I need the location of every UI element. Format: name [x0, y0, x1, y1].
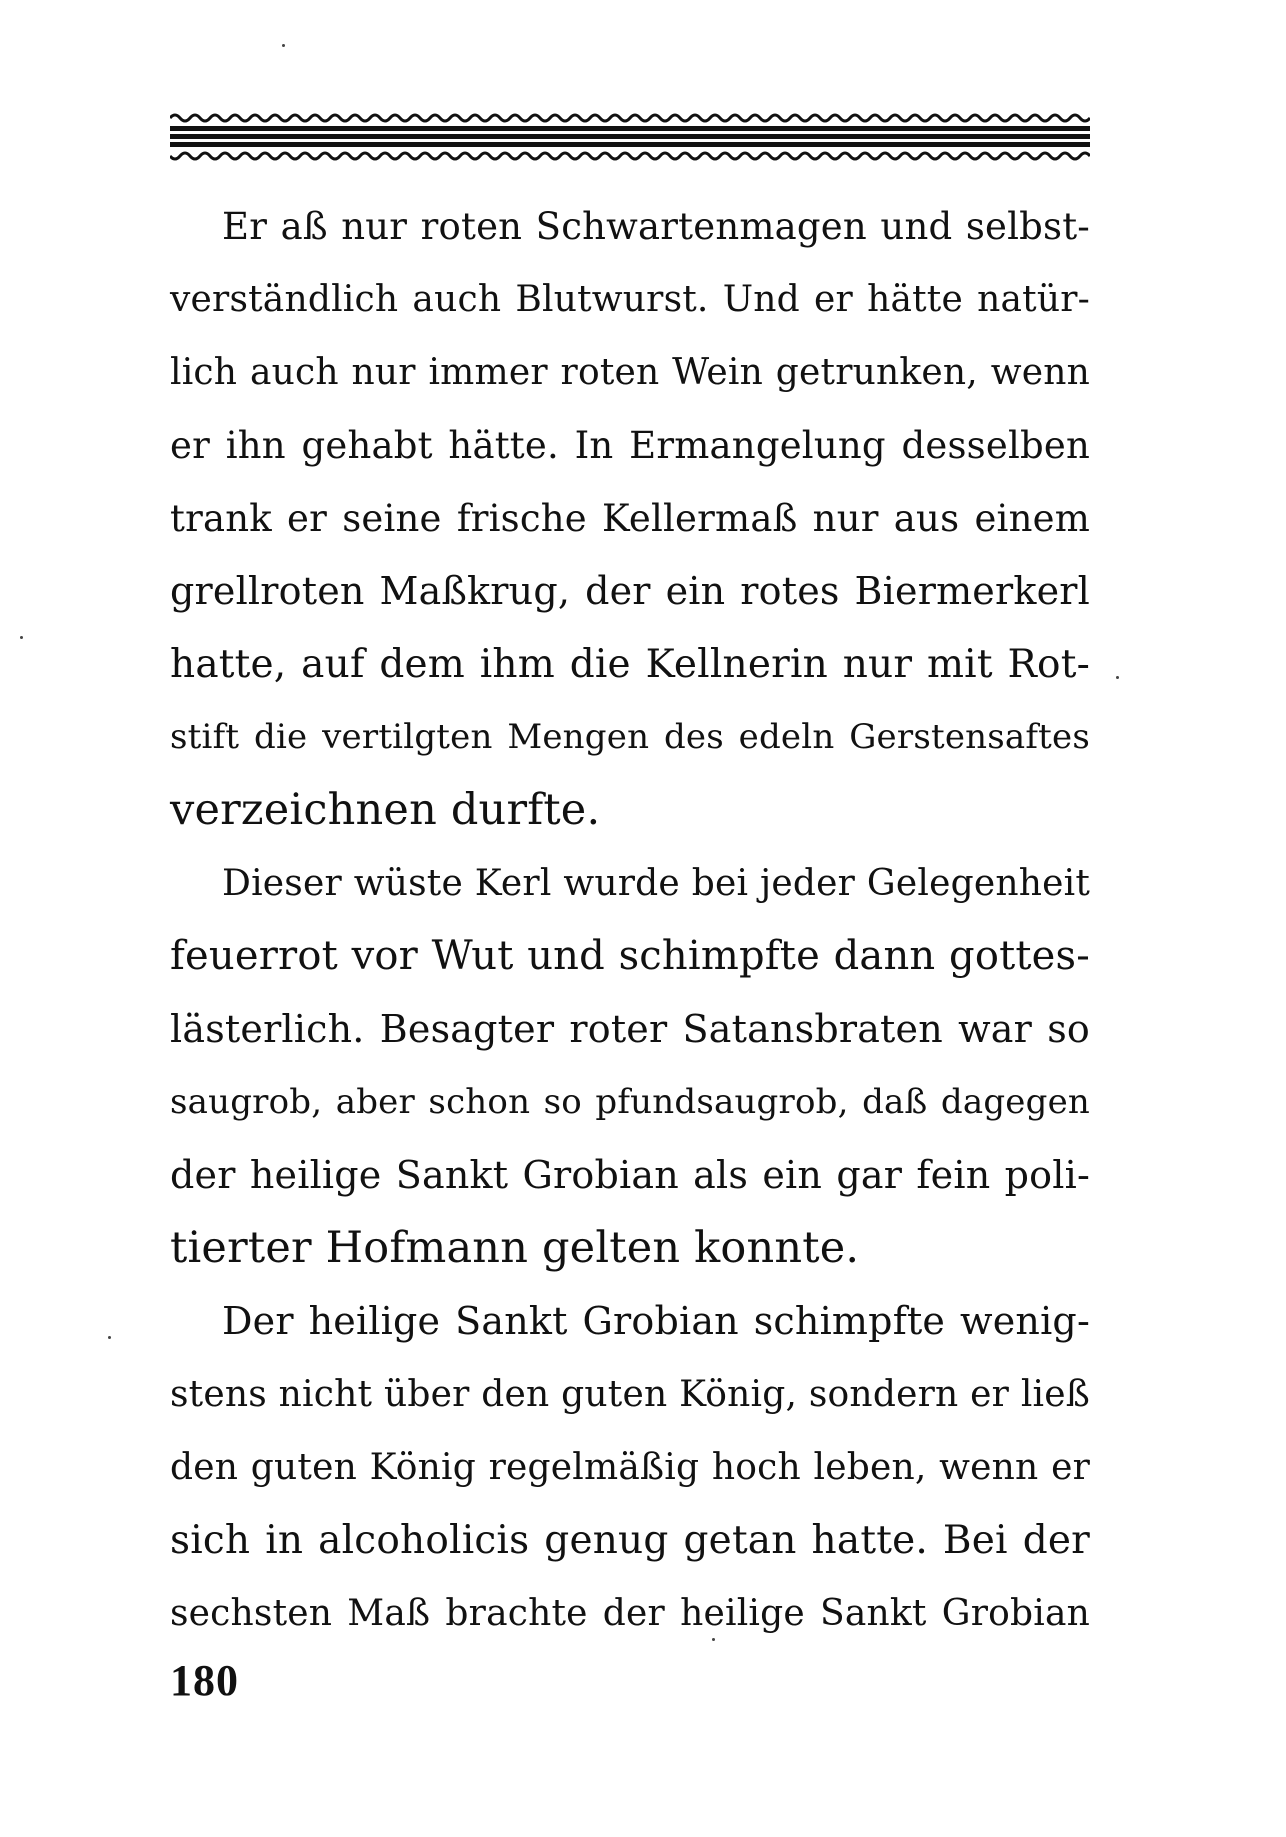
text-line: lich auch nur immer roten Wein getrunken, wenn	[170, 352, 1090, 393]
text-line: Der heilige Sankt Grobian schimpfte wenig-	[222, 1299, 1090, 1343]
scan-speck	[108, 1336, 111, 1339]
text-line: saugrob, aber schon so pfundsaugrob, daß dagegen	[170, 1082, 1090, 1122]
text-line: stens nicht über den guten König, sondern er ließ	[170, 1374, 1090, 1415]
text-line: trank er seine frische Kellermaß nur aus einem	[170, 497, 1090, 540]
scan-speck	[712, 1638, 715, 1641]
scan-speck	[282, 44, 285, 47]
text-line: grellroten Maßkrug, der ein rotes Biermerkerl	[170, 569, 1090, 613]
text-line: er ihn gehabt hätte. In Ermangelung desselben	[170, 424, 1090, 467]
text-line: sechsten Maß brachte der heilige Sankt Grobian	[170, 1593, 1090, 1634]
paragraph	[170, 190, 1090, 847]
decorative-header-rule	[170, 112, 1090, 164]
text-line: sich in alcoholicis genug getan hatte. Bei der	[170, 1518, 1090, 1563]
page-number: 180	[170, 1656, 239, 1705]
text-line: Er aß nur roten Schwartenmagen und selbst-	[222, 205, 1090, 248]
text-line: verzeichnen durfte.	[170, 785, 601, 835]
paragraph	[170, 847, 1090, 1285]
text-line: tierter Hofmann gelten konnte.	[170, 1223, 860, 1273]
scan-speck	[20, 636, 23, 639]
text-line: feuerrot vor Wut und schimpfte dann gottes-	[170, 933, 1090, 979]
body-text	[170, 190, 1090, 1650]
paragraph	[170, 1285, 1090, 1650]
text-line: stift die vertilgten Mengen des edeln Gerstensaftes	[170, 717, 1090, 757]
text-line: lästerlich. Besagter roter Satansbraten war so	[170, 1007, 1090, 1051]
scan-speck	[1116, 676, 1119, 679]
text-line: hatte, auf dem ihm die Kellnerin nur mit Rot-	[170, 642, 1090, 687]
text-line: den guten König regelmäßig hoch leben, wenn er	[170, 1447, 1090, 1488]
text-line: Dieser wüste Kerl wurde bei jeder Gelegenheit	[222, 863, 1090, 904]
text-line: der heilige Sankt Grobian als ein gar fein poli-	[170, 1153, 1090, 1197]
text-line: verständlich auch Blutwurst. Und er hätte natür-	[170, 279, 1090, 320]
